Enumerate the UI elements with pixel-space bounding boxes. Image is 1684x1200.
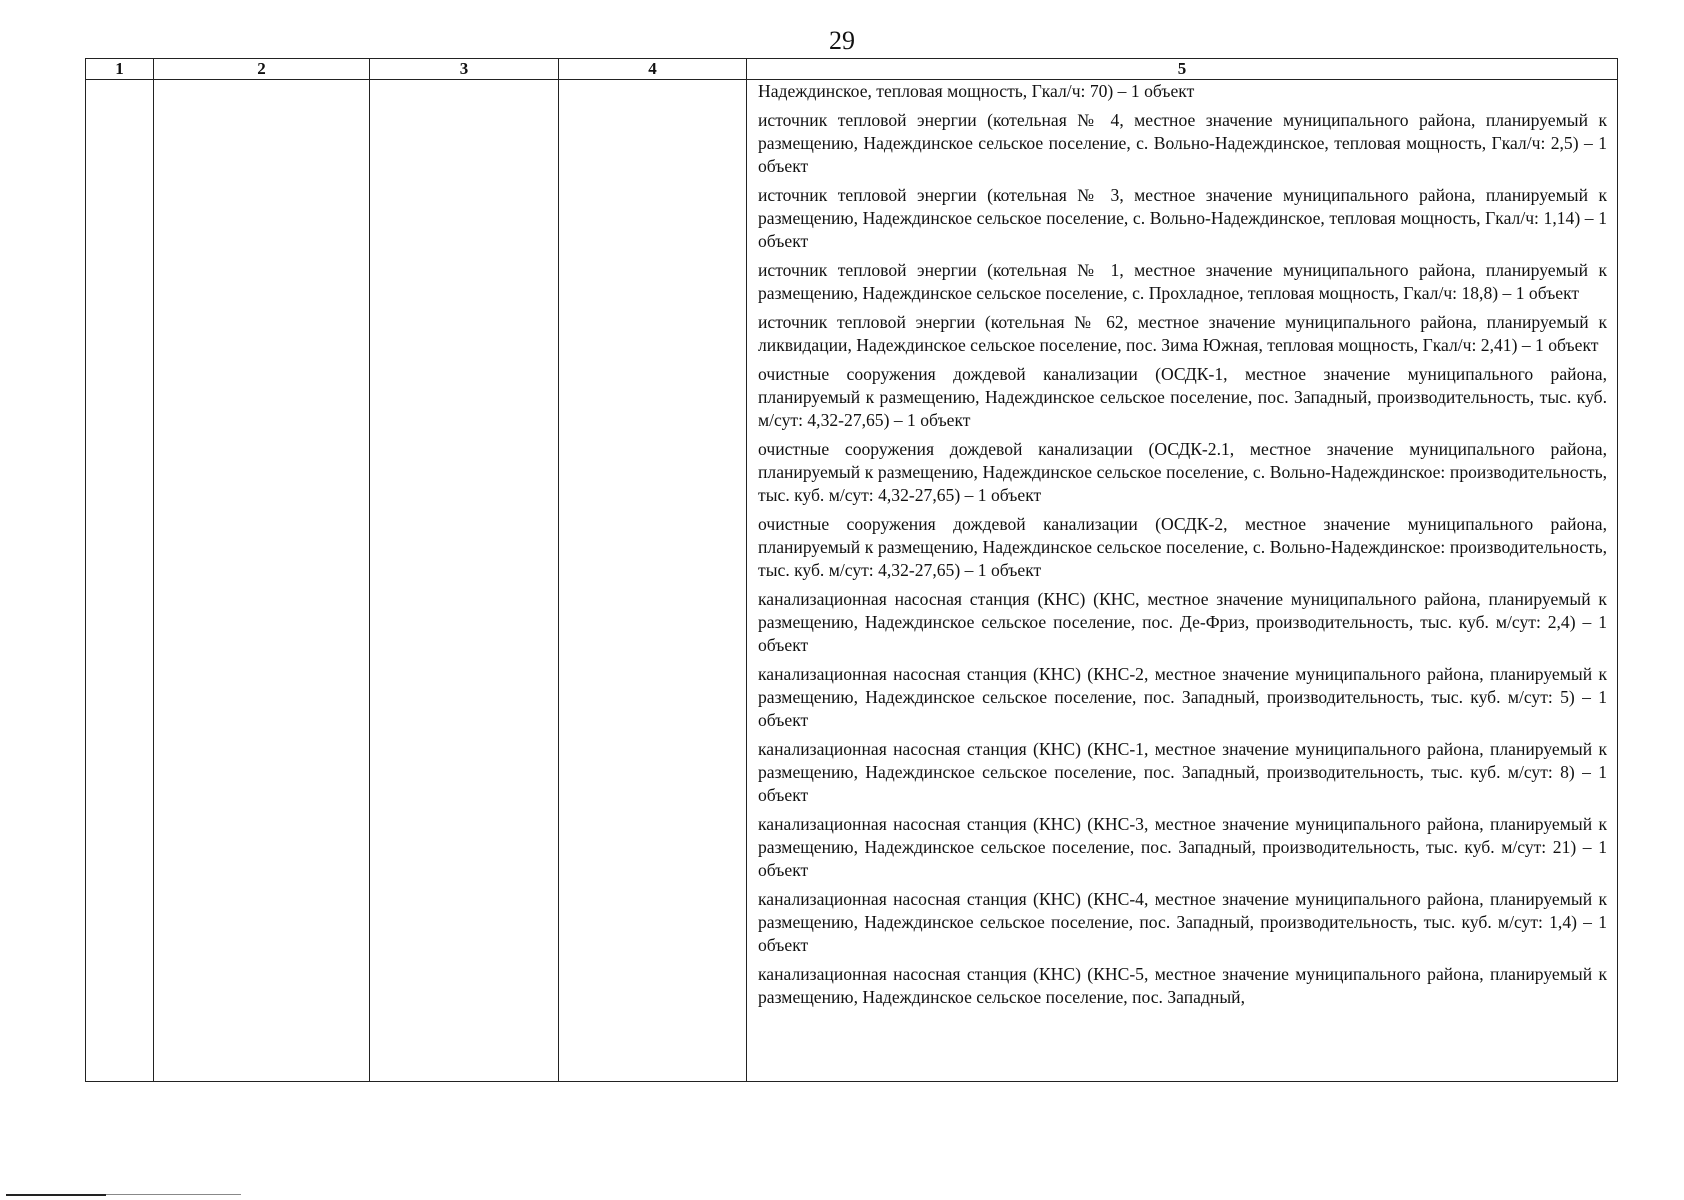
entry-text: источник тепловой энергии (котельная № 1, местное значение муниципального района, планируемый к размещению, Надеждинское сельское поселение, с. Прохладное, тепловая мощность, Гкал/ч: 18,8) – 1 объект <box>758 260 1607 303</box>
cell-column-1 <box>86 80 154 1082</box>
column-header-3: 3 <box>370 59 559 80</box>
column-header-4: 4 <box>559 59 747 80</box>
column-header-5: 5 <box>747 59 1618 80</box>
page-number: 29 <box>829 26 855 55</box>
footer-rule-faint <box>106 1194 241 1195</box>
entry-text: канализационная насосная станция (КНС) (КНС-3, местное значение муниципального района, планируемый к размещению, Надеждинское сельское поселение, пос. Западный, производительность, тыс. куб. м/сут: 21) – 1 объект <box>758 814 1607 880</box>
entry-text: источник тепловой энергии (котельная № 3, местное значение муниципального района, планируемый к размещению, Надеждинское сельское поселение, с. Вольно-Надеждинское, тепловая мощность, Гкал/ч: 1,14) – 1 объект <box>758 185 1607 251</box>
cell-column-3 <box>370 80 559 1082</box>
table-header-row <box>86 59 1618 80</box>
entry-text: канализационная насосная станция (КНС) (КНС, местное значение муниципального района, планируемый к размещению, Надеждинское сельское поселение, пос. Де-Фриз, производительность, тыс. куб. м/сут: 2,4) – 1 объект <box>758 589 1607 655</box>
footer-rule <box>6 1194 106 1196</box>
column-header-2: 2 <box>154 59 370 80</box>
document-table <box>85 58 1618 1082</box>
entry-text: канализационная насосная станция (КНС) (КНС-4, местное значение муниципального района, планируемый к размещению, Надеждинское сельское поселение, пос. Западный, производительность, тыс. куб. м/сут: 1,4) – 1 объект <box>758 889 1607 955</box>
cell-column-4 <box>559 80 747 1082</box>
cell-column-5 <box>747 80 1618 1082</box>
entry-text: канализационная насосная станция (КНС) (КНС-2, местное значение муниципального района, планируемый к размещению, Надеждинское сельское поселение, пос. Западный, производительность, тыс. куб. м/сут: 5) – 1 объект <box>758 664 1607 730</box>
entry-text: источник тепловой энергии (котельная № 4, местное значение муниципального района, планируемый к размещению, Надеждинское сельское поселение, с. Вольно-Надеждинское, тепловая мощность, Гкал/ч: 2,5) – 1 объект <box>758 110 1607 176</box>
cell-column-2 <box>154 80 370 1082</box>
entry-text: очистные сооружения дождевой канализации (ОСДК-1, местное значение муниципального района, планируемый к размещению, Надеждинское сельское поселение, пос. Западный, производительность, тыс. куб. м/сут: 4,32-27,65) – 1 объект <box>758 364 1607 430</box>
column-header-1: 1 <box>86 59 154 80</box>
entry-text: очистные сооружения дождевой канализации (ОСДК-2.1, местное значение муниципального района, планируемый к размещению, Надеждинское сельское поселение, с. Вольно-Надеждинское: производительность, тыс. куб. м/сут: 4,32-27,65) – 1 объект <box>758 439 1607 505</box>
entry-text: Надеждинское, тепловая мощность, Гкал/ч: 70) – 1 объект <box>758 81 1195 101</box>
entry-text: канализационная насосная станция (КНС) (КНС-5, местное значение муниципального района, планируемый к размещению, Надеждинское сельское поселение, пос. Западный, <box>758 964 1607 1007</box>
entry-text: источник тепловой энергии (котельная № 62, местное значение муниципального района, планируемый к ликвидации, Надеждинское сельское поселение, пос. Зима Южная, тепловая мощность, Гкал/ч: 2,41) – 1 объект <box>758 312 1607 355</box>
entry-text: очистные сооружения дождевой канализации (ОСДК-2, местное значение муниципального района, планируемый к размещению, Надеждинское сельское поселение, с. Вольно-Надеждинское: производительность, тыс. куб. м/сут: 4,32-27,65) – 1 объект <box>758 514 1607 580</box>
entry-text: канализационная насосная станция (КНС) (КНС-1, местное значение муниципального района, планируемый к размещению, Надеждинское сельское поселение, пос. Западный, производительность, тыс. куб. м/сут: 8) – 1 объект <box>758 739 1607 805</box>
table-row <box>86 80 1618 1082</box>
